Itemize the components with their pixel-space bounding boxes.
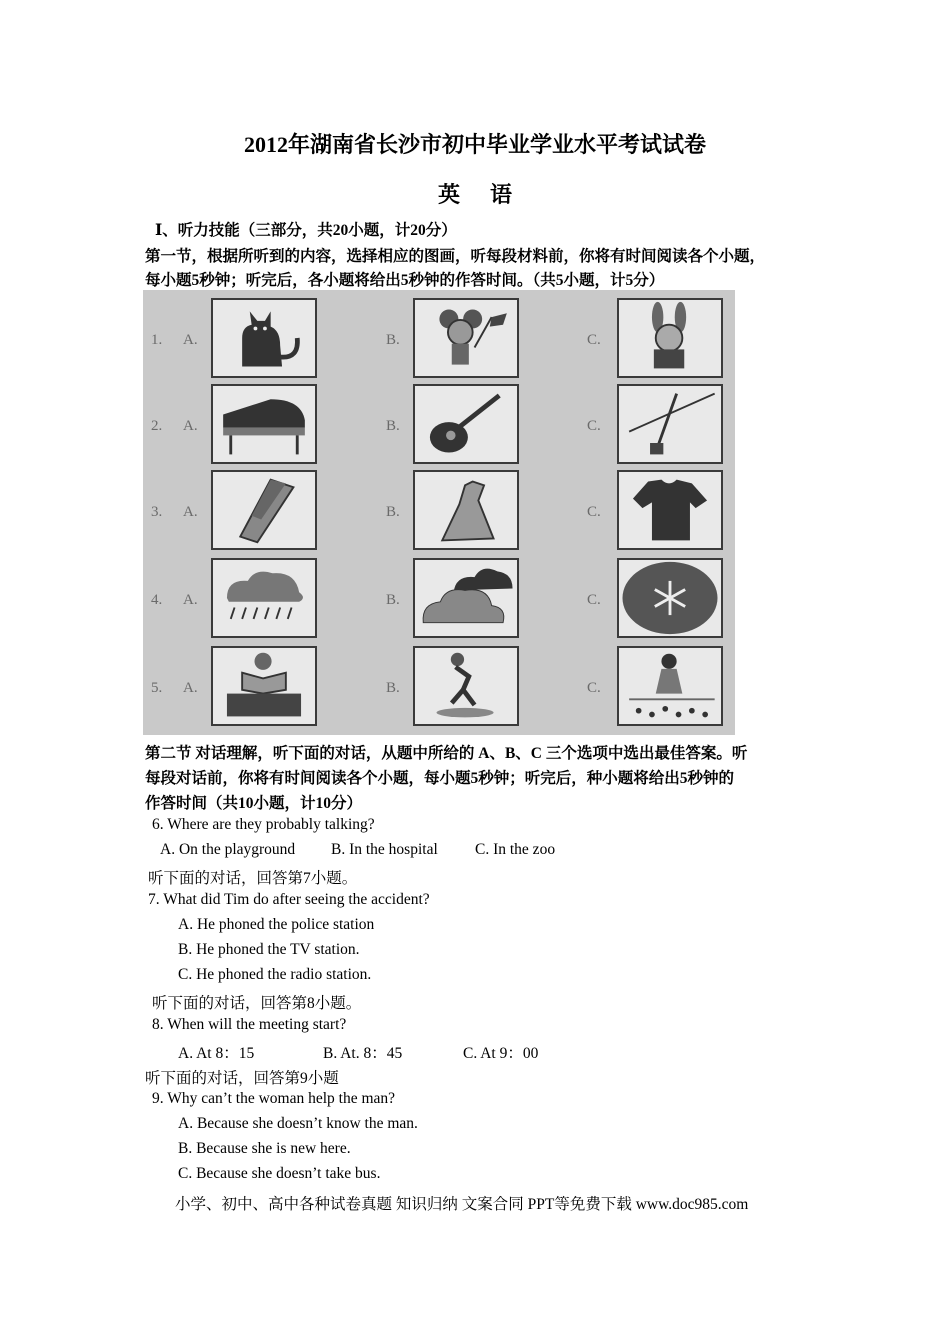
row-number: 4. xyxy=(151,592,163,608)
option-letter: B. xyxy=(386,680,400,696)
section2-instruction-line2: 每段对话前，你将有时间阅读各个小题，每小题5秒钟；听完后，种小题将给出5秒钟的 xyxy=(145,770,735,787)
picture-grid xyxy=(143,290,735,735)
option-letter: B. xyxy=(386,592,400,608)
snow-icon[interactable] xyxy=(617,558,723,638)
question-8-note: 听下面的对话，回答第8小题。 xyxy=(152,995,362,1012)
question-6-stem: 6. Where are they probably talking? xyxy=(152,816,375,833)
option-letter: C. xyxy=(587,418,601,434)
option-letter: A. xyxy=(183,680,198,696)
option-letter: C. xyxy=(587,504,601,520)
option-letter: B. xyxy=(386,332,400,348)
option-letter: A. xyxy=(183,418,198,434)
footer-text: 小学、初中、高中各种试卷真题 知识归纳 文案合同 PPT等免费下载 www.doc985.com xyxy=(175,1196,749,1213)
girl-flowers-icon[interactable] xyxy=(617,646,723,726)
page-title: 2012年湖南省长沙市初中毕业学业水平考试试卷 xyxy=(243,132,706,157)
option-letter: A. xyxy=(183,592,198,608)
section1-instruction-line1: 第一节，根据所听到的内容，选择相应的图画，听每段材料前，你将有时间阅读各个小题， xyxy=(145,248,766,265)
option-letter: C. xyxy=(587,332,601,348)
option-letter: C. xyxy=(587,680,601,696)
subject-title: 英语 xyxy=(437,182,542,207)
rabbit-icon[interactable] xyxy=(617,298,723,378)
row-number: 3. xyxy=(151,504,163,520)
option-letter: A. xyxy=(183,504,198,520)
skating-boy-icon[interactable] xyxy=(413,646,519,726)
piano-icon[interactable] xyxy=(211,384,317,464)
question-7-note: 听下面的对话，回答第7小题。 xyxy=(148,870,358,887)
erhu-icon[interactable] xyxy=(617,384,723,464)
section2-instruction-line1: 第二节 对话理解，听下面的对话，从题中所给的 A、B、C 三个选项中选出最佳答案。听 xyxy=(145,745,748,762)
row-number: 1. xyxy=(151,332,163,348)
question-7-option-a[interactable]: A. He phoned the police station xyxy=(178,916,375,933)
question-9-option-b[interactable]: B. Because she is new here. xyxy=(178,1140,351,1157)
dress-icon[interactable] xyxy=(413,470,519,550)
mouse-flag-icon[interactable] xyxy=(413,298,519,378)
option-letter: B. xyxy=(386,504,400,520)
option-letter: A. xyxy=(183,332,198,348)
option-letter: C. xyxy=(587,592,601,608)
option-letter: B. xyxy=(386,418,400,434)
question-9-stem: 9. Why can’t the woman help the man? xyxy=(152,1090,396,1107)
cat-icon[interactable] xyxy=(211,298,317,378)
question-9-option-c[interactable]: C. Because she doesn’t take bus. xyxy=(178,1165,381,1182)
section2-instruction-line3: 作答时间（共10小题，计10分） xyxy=(145,795,363,812)
question-8-stem: 8. When will the meeting start? xyxy=(152,1016,347,1033)
trousers-icon[interactable] xyxy=(211,470,317,550)
question-6-option-b[interactable]: B. In the hospital xyxy=(331,841,438,858)
guitar-icon[interactable] xyxy=(413,384,519,464)
question-9-option-a[interactable]: A. Because she doesn’t know the man. xyxy=(178,1115,418,1132)
row-number: 2. xyxy=(151,418,163,434)
reading-boy-icon[interactable] xyxy=(211,646,317,726)
rain-icon[interactable] xyxy=(211,558,317,638)
row-number: 5. xyxy=(151,680,163,696)
question-6-option-c[interactable]: C. In the zoo xyxy=(475,841,556,858)
question-7-option-b[interactable]: B. He phoned the TV station. xyxy=(178,941,360,958)
tshirt-icon[interactable] xyxy=(617,470,723,550)
question-9-note: 听下面的对话，回答第9小题 xyxy=(145,1070,339,1087)
question-8-option-c[interactable]: C. At 9：00 xyxy=(463,1045,539,1062)
question-7-stem: 7. What did Tim do after seeing the accident? xyxy=(148,891,430,908)
cloudy-icon[interactable] xyxy=(413,558,519,638)
question-6-option-a[interactable]: A. On the playground xyxy=(160,841,296,858)
question-7-option-c[interactable]: C. He phoned the radio station. xyxy=(178,966,372,983)
question-8-option-a[interactable]: A. At 8：15 xyxy=(178,1045,255,1062)
question-8-option-b[interactable]: B. At. 8：45 xyxy=(323,1045,403,1062)
part1-heading: Ⅰ、听力技能（三部分，共20小题，计20分） xyxy=(155,222,457,239)
section1-instruction-line2: 每小题5秒钟；听完后，各小题将给出5秒钟的作答时间。（共5小题，计5分） xyxy=(145,272,665,289)
